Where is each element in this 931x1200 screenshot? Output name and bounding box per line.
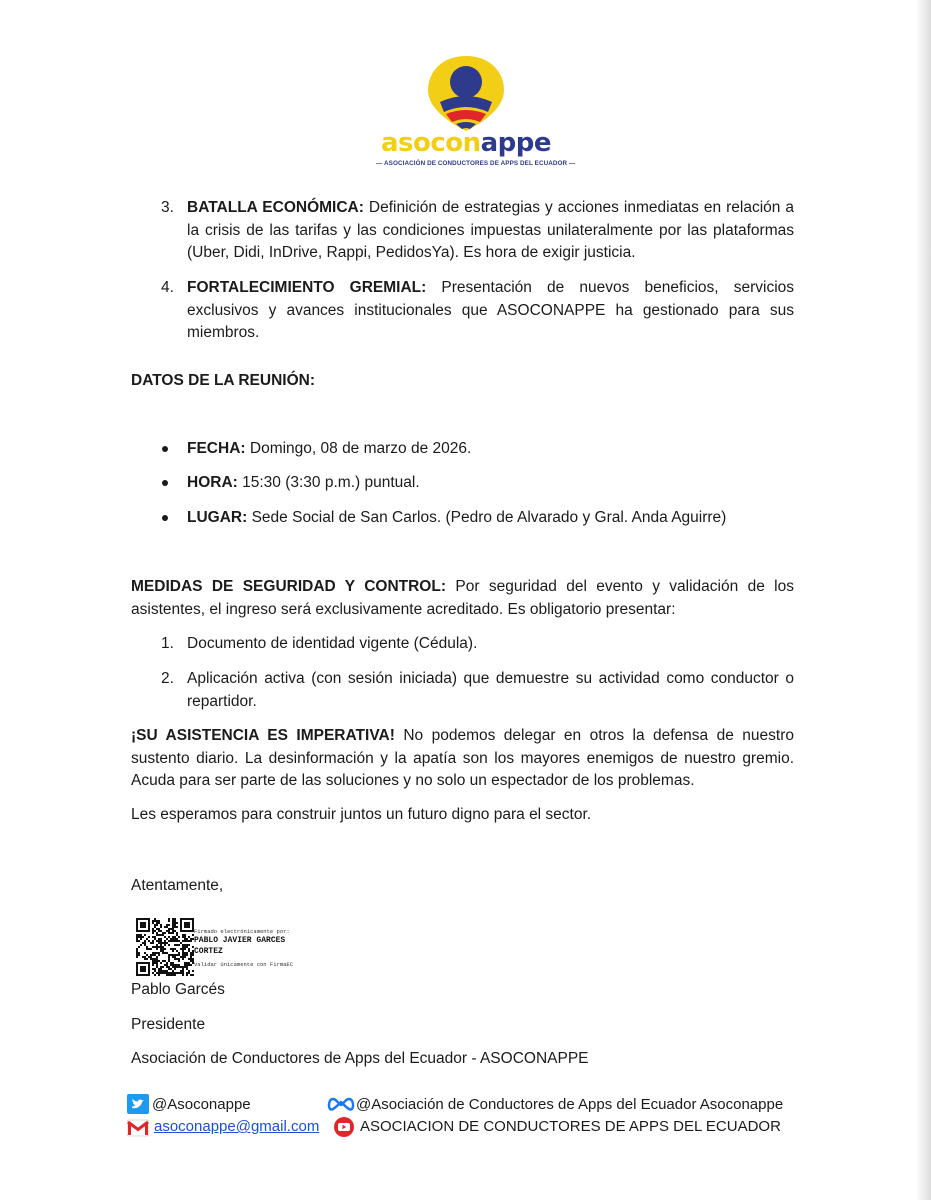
gmail-icon [127, 1119, 149, 1137]
signer-role: Presidente [131, 1016, 206, 1033]
signature-name-line1: PABLO JAVIER GARCES [194, 936, 286, 945]
agenda-item-title: BATALLA ECONÓMICA: [187, 199, 364, 216]
social-meta[interactable]: @Asociación de Conductores de Apps del Ecuador Asoconappe [356, 1096, 784, 1113]
agenda-item-title: FORTALECIMIENTO GREMIAL: [187, 279, 427, 296]
qr-code-icon [136, 918, 194, 976]
signer-organization: Asociación de Conductores de Apps del Ecuador - ASOCONAPPE [131, 1050, 589, 1067]
signer-name: Pablo Garcés [131, 981, 225, 998]
security-paragraph: MEDIDAS DE SEGURIDAD Y CONTROL: Por seguridad del evento y validación de los asistentes, el ingreso será exclusivamente acreditado. Es obligatorio presentar: [131, 578, 794, 618]
attendance-paragraph: ¡SU ASISTENCIA ES IMPERATIVA! No podemos delegar en otros la defensa de nuestro sustento diario. La desinformación y la apatía son los mayores enemigos de nuestro gremio. Acuda para ser parte de las soluciones y no solo un espectador de los problemas. [131, 727, 794, 789]
youtube-icon [334, 1117, 354, 1137]
meeting-time: HORA: 15:30 (3:30 p.m.) puntual. [187, 474, 420, 491]
agenda-item-union [187, 277, 794, 345]
agenda-number-3: 3. [161, 199, 174, 216]
social-youtube[interactable]: ASOCIACION DE CONDUCTORES DE APPS DEL ECUADOR [360, 1118, 781, 1135]
meta-icon [327, 1096, 355, 1112]
meeting-heading: DATOS DE LA REUNIÓN: [131, 372, 315, 389]
electronic-signature [136, 918, 336, 978]
twitter-icon [127, 1094, 149, 1114]
agenda-item-economic [187, 197, 794, 265]
meeting-place: LUGAR: Sede Social de San Carlos. (Pedro de Alvarado y Gral. Anda Aguirre) [187, 509, 727, 526]
requirement-item: Aplicación activa (con sesión iniciada) que demuestre su actividad como conductor o repartidor. [187, 670, 794, 710]
agenda-item-text: Presentación de nuevos beneficios, servicios exclusivos y avances institucionales que ASOCONAPPE ha gestionado para sus miembros. [187, 279, 795, 341]
bullet-dot [162, 480, 168, 486]
page-edge-shadow [915, 0, 931, 1200]
salutation: Atentamente, [131, 877, 224, 894]
logo-tagline: — ASOCIACIÓN DE CONDUCTORES DE APPS DEL ECUADOR — [376, 160, 576, 167]
requirement-number-1: 1. [161, 635, 174, 652]
signature-validate: Validar únicamente con FirmaEC [194, 961, 294, 968]
asoconappe-logo [376, 52, 576, 180]
security-title: MEDIDAS DE SEGURIDAD Y CONTROL: [131, 578, 446, 595]
bullet-dot [162, 515, 168, 521]
logo-wordmark: asoconappe [380, 128, 552, 158]
agenda-number-4: 4. [161, 279, 174, 296]
bullet-dot [162, 446, 168, 452]
social-twitter[interactable]: @Asoconappe [152, 1096, 251, 1113]
signature-name-line2: CORTEZ [194, 947, 223, 956]
signature-signed-by: Firmado electrónicamente por: [194, 928, 290, 935]
requirement-item: Documento de identidad vigente (Cédula). [187, 635, 478, 652]
attendance-title: ¡SU ASISTENCIA ES IMPERATIVA! [131, 727, 395, 744]
email-link[interactable]: asoconappe@gmail.com [154, 1118, 320, 1135]
agenda-item-text: Definición de estrategias y acciones inmediatas en relación a la crisis de las tarifas y las condiciones impuestas unilateralmente por las plataformas (Uber, Didi, InDrive, Rappi, PedidosYa). Es hora de exigir justicia. [187, 199, 794, 261]
closing-line: Les esperamos para construir juntos un futuro digno para el sector. [131, 806, 592, 823]
location-pin-icon [376, 52, 556, 132]
requirement-number-2: 2. [161, 670, 174, 687]
meeting-date: FECHA: Domingo, 08 de marzo de 2026. [187, 440, 472, 457]
